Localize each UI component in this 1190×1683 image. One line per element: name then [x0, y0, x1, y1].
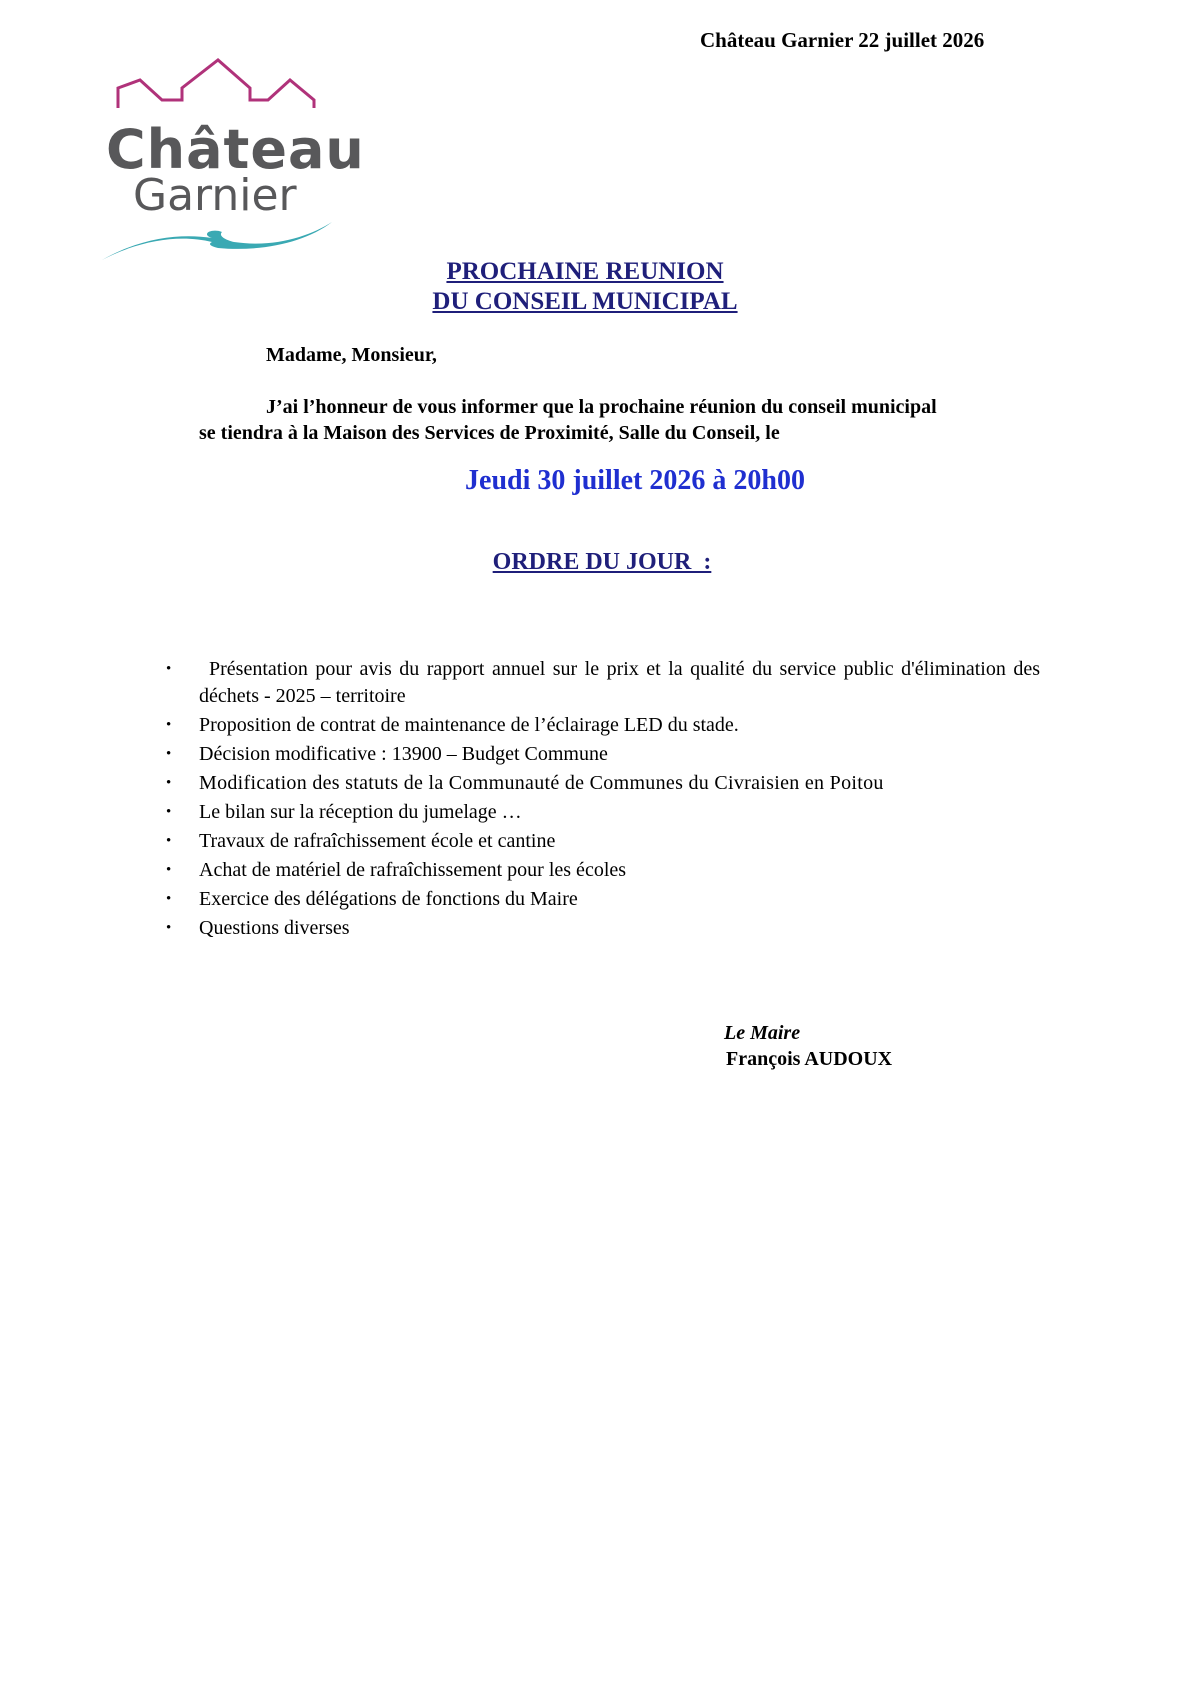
signature-role: Le Maire — [724, 1022, 801, 1044]
bullet-icon: • — [166, 717, 172, 733]
bullet-icon: • — [166, 746, 172, 762]
agenda-item — [166, 712, 1040, 739]
agenda-heading: ORDRE DU JOUR : — [492, 549, 712, 575]
agenda-item-text: Présentation pour avis du rapport annuel sur le prix et la qualité du service public d'élimination des déchets - 2025 – territoire — [199, 658, 1040, 707]
bullet-icon: • — [166, 920, 172, 936]
agenda-list — [166, 656, 1040, 944]
agenda-item-text: Le bilan sur la réception du jumelage … — [199, 801, 522, 823]
place-date: Château Garnier 22 juillet 2026 — [700, 28, 985, 52]
salutation: Madame, Monsieur, — [266, 344, 437, 366]
agenda-item-text: Décision modificative : 13900 – Budget Commune — [199, 743, 608, 765]
agenda-item — [166, 799, 1040, 826]
agenda-item — [166, 741, 1040, 768]
agenda-item — [166, 857, 1040, 884]
document-title-line-1: PROCHAINE REUNION — [446, 258, 724, 285]
bullet-icon: • — [166, 833, 172, 849]
agenda-item-text: Achat de matériel de rafraîchissement pour les écoles — [199, 859, 627, 881]
logo-wave — [102, 222, 332, 260]
agenda-item — [166, 770, 1040, 797]
agenda-item — [166, 828, 1040, 855]
bullet-icon: • — [166, 661, 172, 677]
bullet-icon: • — [166, 804, 172, 820]
meeting-datetime: Jeudi 30 juillet 2026 à 20h00 — [465, 465, 805, 496]
agenda-item-text: Modification des statuts de la Communauté de Communes du Civraisien en Poitou — [199, 772, 884, 794]
signature-name: François AUDOUX — [726, 1048, 893, 1070]
agenda-item — [166, 886, 1040, 913]
logo-text-chateau: Château — [106, 118, 365, 181]
agenda-item — [166, 915, 1040, 942]
agenda-item-text: Exercice des délégations de fonctions du Maire — [199, 888, 578, 910]
document-title-line-2: DU CONSEIL MUNICIPAL — [432, 288, 738, 315]
agenda-item-text: Travaux de rafraîchissement école et cantine — [199, 830, 556, 852]
bullet-icon: • — [166, 775, 172, 791]
bullet-icon: • — [166, 862, 172, 878]
intro-paragraph-line-1: J’ai l’honneur de vous informer que la prochaine réunion du conseil municipal — [266, 396, 937, 418]
agenda-item-text: Questions diverses — [199, 917, 350, 939]
agenda-item-text: Proposition de contrat de maintenance de l’éclairage LED du stade. — [199, 714, 739, 736]
bullet-icon: • — [166, 891, 172, 907]
logo-text-garnier: Garnier — [133, 170, 297, 221]
agenda-item — [166, 656, 1040, 710]
intro-paragraph-line-2: se tiendra à la Maison des Services de Proximité, Salle du Conseil, le — [199, 422, 780, 444]
logo-roofline — [118, 60, 314, 108]
